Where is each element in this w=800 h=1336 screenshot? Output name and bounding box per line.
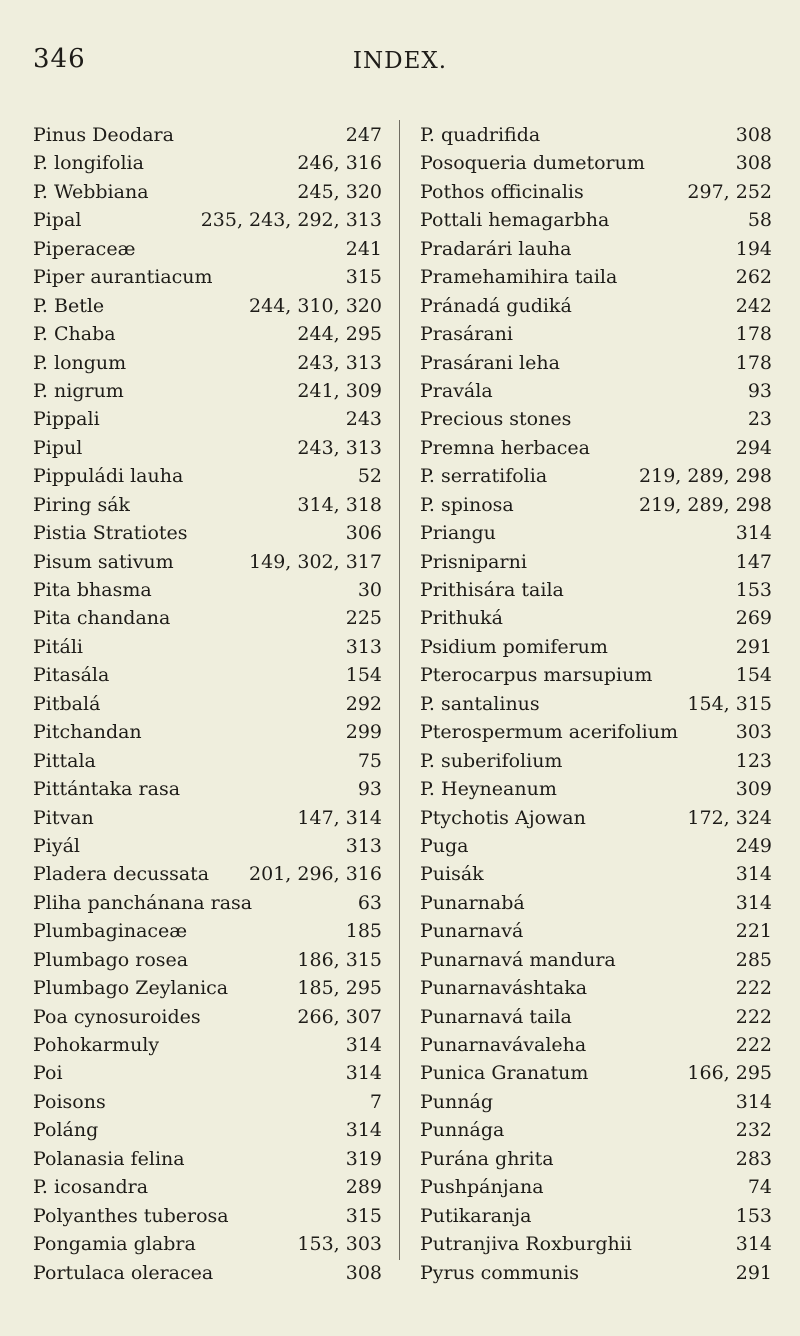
index-page-refs: 153, 303 xyxy=(297,1233,382,1256)
index-page-refs: 308 xyxy=(345,1261,382,1284)
index-term: Punarnavá taila xyxy=(420,1005,572,1028)
index-page-refs: 249 xyxy=(735,834,772,857)
page-number: 346 xyxy=(33,44,86,74)
index-page-refs: 58 xyxy=(747,209,772,232)
index-entry xyxy=(420,661,772,689)
index-term: Prasárani xyxy=(420,323,513,346)
index-page-refs: 245, 320 xyxy=(297,180,382,203)
index-page-refs: 221 xyxy=(735,920,772,943)
index-term: Piper aurantiacum xyxy=(33,266,213,289)
index-column-right xyxy=(420,121,772,1287)
index-entry xyxy=(33,1088,382,1116)
index-entry xyxy=(420,349,772,377)
index-term: Prithisára taila xyxy=(420,579,564,601)
index-entry xyxy=(420,718,772,746)
index-term: P. Webbiana xyxy=(33,180,149,203)
index-entry xyxy=(33,434,382,462)
index-page-refs: 297, 252 xyxy=(687,180,772,203)
index-page-refs: 154 xyxy=(735,664,772,687)
index-page-refs: 314 xyxy=(735,1090,772,1113)
index-term: Pitbalá xyxy=(33,692,101,715)
index-term: Pitchandan xyxy=(33,721,142,744)
index-entry xyxy=(420,633,772,661)
index-entry xyxy=(33,747,382,775)
index-term: Polanasia felina xyxy=(33,1147,185,1170)
index-entry xyxy=(33,775,382,803)
index-page-refs: 222 xyxy=(735,977,772,1000)
index-entry xyxy=(33,178,382,206)
index-term: P. Chaba xyxy=(33,323,116,346)
index-term: Poi xyxy=(33,1062,63,1085)
index-entry xyxy=(420,747,772,775)
index-entry xyxy=(33,1145,382,1173)
index-page-refs: 314 xyxy=(735,522,772,545)
index-term: Pongamia glabra xyxy=(33,1233,196,1256)
index-page-refs: 23 xyxy=(747,408,772,431)
index-term: Prisniparni xyxy=(420,550,527,573)
index-term: Punnága xyxy=(420,1119,505,1142)
index-term: Pohokarmuly xyxy=(33,1034,160,1056)
index-entry xyxy=(420,1003,772,1031)
index-column-left xyxy=(33,121,382,1287)
index-page-refs: 185, 295 xyxy=(297,977,382,1000)
index-term: Pránadá gudiká xyxy=(420,294,572,317)
index-entry xyxy=(420,1173,772,1201)
index-entry xyxy=(33,1003,382,1031)
index-page-refs: 315 xyxy=(345,1204,382,1227)
index-entry xyxy=(33,661,382,689)
index-term: P. nigrum xyxy=(33,379,124,402)
index-entry xyxy=(420,206,772,234)
index-term: Pittántaka rasa xyxy=(33,778,181,801)
index-entry xyxy=(420,149,772,177)
index-entry xyxy=(33,1173,382,1201)
index-page-refs: 243 xyxy=(345,408,382,431)
index-entry xyxy=(33,349,382,377)
index-entry xyxy=(33,946,382,974)
index-term: Pita chandana xyxy=(33,607,171,630)
index-term: Poláng xyxy=(33,1119,99,1142)
index-term: Pitvan xyxy=(33,806,94,829)
index-page-refs: 313 xyxy=(345,834,382,857)
index-term: Pinus Deodara xyxy=(33,124,174,146)
index-entry xyxy=(420,1059,772,1087)
index-page-refs: 291 xyxy=(735,1261,772,1284)
index-page-refs: 172, 324 xyxy=(687,806,772,829)
index-term: Punarnabá xyxy=(420,891,525,914)
index-term: Plumbago Zeylanica xyxy=(33,977,229,1000)
running-head: INDEX. xyxy=(352,48,448,74)
index-entry xyxy=(33,917,382,945)
index-page-refs: 314 xyxy=(735,863,772,886)
index-entry xyxy=(33,690,382,718)
index-entry xyxy=(33,1116,382,1144)
index-page-refs: 241, 309 xyxy=(297,379,382,402)
index-term: P. Heyneanum xyxy=(420,778,557,801)
index-entry xyxy=(420,690,772,718)
index-term: P. longifolia xyxy=(33,152,144,175)
index-page-refs: 315 xyxy=(345,266,382,289)
index-page-refs: 247 xyxy=(345,124,382,146)
index-page-refs: 241 xyxy=(345,237,382,260)
index-entry xyxy=(420,121,772,149)
index-page-refs: 262 xyxy=(735,266,772,289)
index-entry xyxy=(33,320,382,348)
index-term: Pliha panchánana rasa xyxy=(33,891,253,914)
index-page-refs: 147 xyxy=(735,550,772,573)
index-entry xyxy=(420,889,772,917)
index-entry xyxy=(33,377,382,405)
index-page-refs: 153 xyxy=(735,579,772,601)
index-term: Pipul xyxy=(33,436,83,459)
index-term: Portulaca oleracea xyxy=(33,1261,214,1284)
index-entry xyxy=(33,604,382,632)
index-entry xyxy=(420,860,772,888)
index-entry xyxy=(33,832,382,860)
index-term: Plumbaginaceæ xyxy=(33,920,188,943)
index-term: Prasárani leha xyxy=(420,351,560,374)
index-page-refs: 246, 316 xyxy=(297,152,382,175)
index-entry xyxy=(420,491,772,519)
index-term: Pushpánjana xyxy=(420,1176,544,1199)
index-term: Pistia Stratiotes xyxy=(33,522,188,545)
index-term: Pippali xyxy=(33,408,100,431)
index-entry xyxy=(33,462,382,490)
index-page-refs: 285 xyxy=(735,948,772,971)
index-entry xyxy=(33,860,382,888)
index-page-refs: 299 xyxy=(345,721,382,744)
index-term: Purána ghrita xyxy=(420,1147,554,1170)
index-entry xyxy=(33,519,382,547)
index-page-refs: 308 xyxy=(735,124,772,146)
index-term: Pitasála xyxy=(33,664,110,687)
index-term: Pottali hemagarbha xyxy=(420,209,610,232)
index-page-refs: 154 xyxy=(345,664,382,687)
index-term: Putikaranja xyxy=(420,1204,532,1227)
index-entry xyxy=(420,548,772,576)
index-term: Polyanthes tuberosa xyxy=(33,1204,229,1227)
index-entry xyxy=(33,889,382,917)
index-term: Poisons xyxy=(33,1090,106,1113)
index-entry xyxy=(420,462,772,490)
index-page-refs: 222 xyxy=(735,1034,772,1056)
index-page-refs: 222 xyxy=(735,1005,772,1028)
index-term: Posoqueria dumetorum xyxy=(420,152,645,175)
index-page-refs: 269 xyxy=(735,607,772,630)
index-term: P. spinosa xyxy=(420,493,514,516)
index-term: P. serratifolia xyxy=(420,465,548,488)
index-term: Piperaceæ xyxy=(33,237,136,260)
index-page-refs: 232 xyxy=(735,1119,772,1142)
index-entry xyxy=(33,235,382,263)
index-term: Piyál xyxy=(33,834,80,857)
index-page-refs: 63 xyxy=(357,891,382,914)
index-term: Pterocarpus marsupium xyxy=(420,664,653,687)
index-page-refs: 314 xyxy=(345,1034,382,1056)
index-entry xyxy=(33,804,382,832)
index-term: Puga xyxy=(420,834,469,857)
index-entry xyxy=(33,1202,382,1230)
index-page-refs: 93 xyxy=(357,778,382,801)
index-page-refs: 313 xyxy=(345,635,382,658)
index-entry xyxy=(420,946,772,974)
index-term: Poa cynosuroides xyxy=(33,1005,201,1028)
index-term: P. quadrifida xyxy=(420,124,541,146)
index-entry xyxy=(420,576,772,604)
index-term: Pipal xyxy=(33,209,82,232)
index-entry xyxy=(33,121,382,149)
index-entry xyxy=(420,1202,772,1230)
index-term: Pravála xyxy=(420,379,493,402)
index-page-refs: 154, 315 xyxy=(687,692,772,715)
index-term: P. suberifolium xyxy=(420,749,563,772)
index-page-refs: 244, 295 xyxy=(297,323,382,346)
index-page-refs: 225 xyxy=(345,607,382,630)
index-entry xyxy=(33,206,382,234)
index-entry xyxy=(33,292,382,320)
index-term: Pterospermum acerifolium xyxy=(420,721,678,744)
index-entry xyxy=(33,1259,382,1287)
index-page-refs: 306 xyxy=(345,522,382,545)
index-entry xyxy=(33,576,382,604)
index-term: Prithuká xyxy=(420,607,503,630)
index-page-refs: 283 xyxy=(735,1147,772,1170)
index-term: Psidium pomiferum xyxy=(420,635,608,658)
index-entry xyxy=(33,405,382,433)
index-page-refs: 178 xyxy=(735,323,772,346)
index-entry xyxy=(420,263,772,291)
index-entry xyxy=(33,263,382,291)
index-entry xyxy=(420,235,772,263)
index-entry xyxy=(33,491,382,519)
index-entry xyxy=(33,718,382,746)
index-term: P. longum xyxy=(33,351,127,374)
index-entry xyxy=(420,832,772,860)
index-entry xyxy=(420,377,772,405)
index-page-refs: 123 xyxy=(735,749,772,772)
index-page-refs: 309 xyxy=(735,778,772,801)
index-page-refs: 266, 307 xyxy=(297,1005,382,1028)
index-page-refs: 319 xyxy=(345,1147,382,1170)
index-page-refs: 289 xyxy=(345,1176,382,1199)
index-page-refs: 201, 296, 316 xyxy=(249,863,382,886)
index-page-refs: 93 xyxy=(747,379,772,402)
index-entry xyxy=(420,405,772,433)
index-term: Precious stones xyxy=(420,408,572,431)
index-entry xyxy=(420,320,772,348)
index-term: P. icosandra xyxy=(33,1176,149,1199)
index-entry xyxy=(420,434,772,462)
index-term: P. Betle xyxy=(33,294,105,317)
index-page-refs: 294 xyxy=(735,436,772,459)
index-entry xyxy=(420,974,772,1002)
index-entry xyxy=(420,1088,772,1116)
index-term: Piring sák xyxy=(33,493,131,516)
index-page-refs: 185 xyxy=(345,920,382,943)
index-term: Pisum sativum xyxy=(33,550,174,573)
index-term: Pothos officinalis xyxy=(420,180,584,203)
index-entry xyxy=(420,1116,772,1144)
index-term: Priangu xyxy=(420,522,496,545)
index-term: Pittala xyxy=(33,749,96,772)
index-term: Punica Granatum xyxy=(420,1062,589,1085)
index-entry xyxy=(33,149,382,177)
index-page-refs: 243, 313 xyxy=(297,351,382,374)
index-term: Punarnavá xyxy=(420,920,524,943)
index-entry xyxy=(420,804,772,832)
index-page-refs: 314, 318 xyxy=(297,493,382,516)
index-term: Punarnavávaleha xyxy=(420,1034,587,1056)
index-page-refs: 243, 313 xyxy=(297,436,382,459)
index-entry xyxy=(33,1031,382,1059)
index-entry xyxy=(420,917,772,945)
index-entry xyxy=(33,1230,382,1258)
index-page-refs: 7 xyxy=(369,1090,382,1113)
index-entry xyxy=(33,1059,382,1087)
index-term: Pramehamihira taila xyxy=(420,266,618,289)
index-page-refs: 153 xyxy=(735,1204,772,1227)
index-entry xyxy=(33,974,382,1002)
index-term: Premna herbacea xyxy=(420,436,590,459)
index-page-refs: 74 xyxy=(747,1176,772,1199)
index-page-refs: 314 xyxy=(345,1062,382,1085)
index-entry xyxy=(420,292,772,320)
index-term: Pladera decussata xyxy=(33,863,210,886)
index-page-refs: 303 xyxy=(735,721,772,744)
index-page-refs: 314 xyxy=(345,1119,382,1142)
index-term: Pyrus communis xyxy=(420,1261,580,1284)
index-entry xyxy=(420,178,772,206)
index-page-refs: 75 xyxy=(357,749,382,772)
index-entry xyxy=(420,775,772,803)
index-page-refs: 292 xyxy=(345,692,382,715)
index-page-refs: 308 xyxy=(735,152,772,175)
index-entry xyxy=(420,1259,772,1287)
index-page-refs: 194 xyxy=(735,237,772,260)
index-entry xyxy=(420,604,772,632)
index-page-refs: 314 xyxy=(735,891,772,914)
index-term: Pradarári lauha xyxy=(420,237,572,260)
index-entry xyxy=(420,1230,772,1258)
index-term: Pitáli xyxy=(33,635,83,658)
index-term: Putranjiva Roxburghii xyxy=(420,1233,632,1256)
index-page-refs: 52 xyxy=(357,465,382,488)
index-entry xyxy=(33,548,382,576)
index-page-refs: 166, 295 xyxy=(687,1062,772,1085)
index-page-refs: 219, 289, 298 xyxy=(639,493,772,516)
index-entry xyxy=(420,1145,772,1173)
index-page-refs: 242 xyxy=(735,294,772,317)
index-term: Punarnavá mandura xyxy=(420,948,616,971)
index-page-refs: 291 xyxy=(735,635,772,658)
index-term: Ptychotis Ajowan xyxy=(420,806,586,829)
index-page-refs: 235, 243, 292, 313 xyxy=(200,209,382,232)
index-term: Pippuládi lauha xyxy=(33,465,184,488)
index-term: Plumbago rosea xyxy=(33,948,189,971)
index-page-refs: 186, 315 xyxy=(297,948,382,971)
index-page-refs: 219, 289, 298 xyxy=(639,465,772,488)
index-page-refs: 178 xyxy=(735,351,772,374)
index-page-refs: 314 xyxy=(735,1233,772,1256)
index-term: Punarnaváshtaka xyxy=(420,977,588,1000)
index-term: Puisák xyxy=(420,863,484,886)
index-entry xyxy=(33,633,382,661)
index-term: Punnág xyxy=(420,1090,493,1113)
column-divider xyxy=(399,120,400,1260)
index-page-refs: 30 xyxy=(357,579,382,601)
index-page-refs: 147, 314 xyxy=(297,806,382,829)
index-entry xyxy=(420,519,772,547)
index-page-refs: 244, 310, 320 xyxy=(249,294,382,317)
index-term: P. santalinus xyxy=(420,692,540,715)
index-page-refs: 149, 302, 317 xyxy=(249,550,382,573)
index-term: Pita bhasma xyxy=(33,579,152,601)
index-entry xyxy=(420,1031,772,1059)
